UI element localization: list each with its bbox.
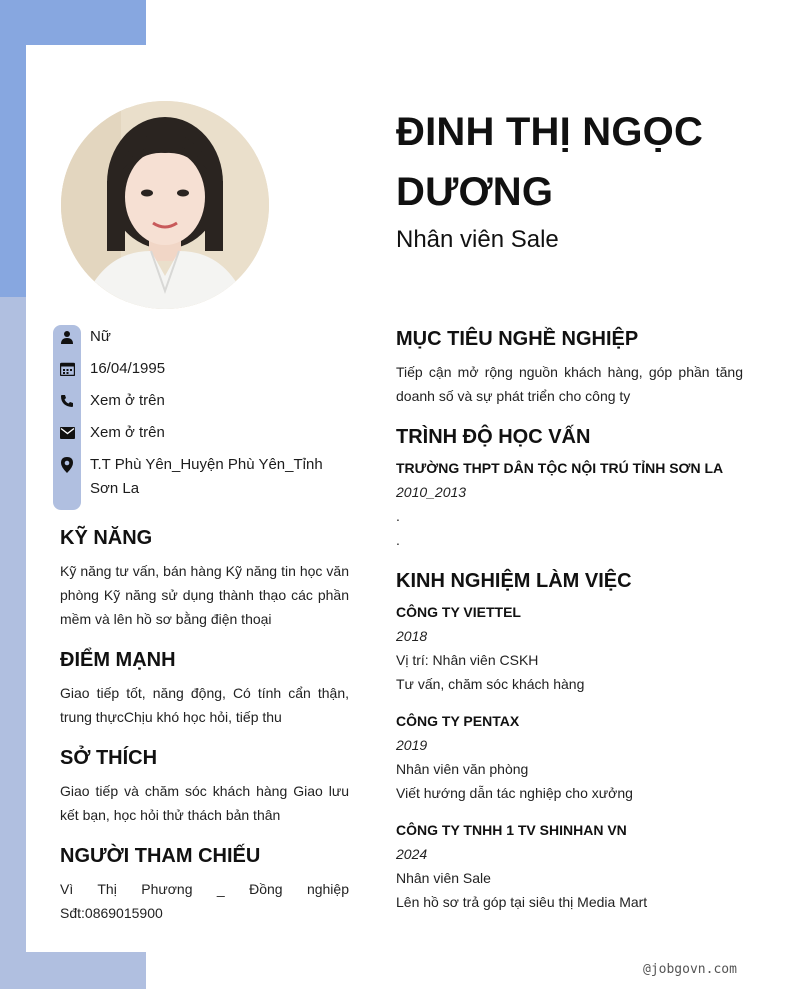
contact-rail [53, 325, 81, 510]
experience-year: 2018 [396, 628, 428, 644]
contact-birthday-text: 16/04/1995 [90, 360, 166, 377]
experience-company: CÔNG TY PENTAX [396, 713, 520, 729]
user-icon [55, 325, 79, 349]
references-heading: NGƯỜI THAM CHIẾU [60, 845, 261, 867]
contact-address-text: T.T Phù Yên_Huyện Phù Yên_Tỉnh Sơn La [90, 456, 323, 497]
phone-icon [55, 389, 79, 413]
experience-heading: KINH NGHIỆM LÀM VIỆC [396, 570, 632, 592]
education-heading: TRÌNH ĐỘ HỌC VẤN [396, 426, 591, 448]
objective-heading: MỤC TIÊU NGHỀ NGHIỆP [396, 328, 639, 350]
experience-year: 2024 [396, 846, 428, 862]
hobbies-text: Giao tiếp và chăm sóc khách hàng Giao lưu kết bạn, học hỏi thử thách bản thân [60, 783, 349, 823]
contact-gender-text: Nữ [90, 328, 111, 345]
experience-detail-1: Vị trí: Nhân viên CSKH [396, 652, 539, 668]
experience-detail-2: Viết hướng dẫn tác nghiệp cho xưởng [396, 785, 633, 801]
experience-detail-1: Nhân viên Sale [396, 870, 491, 886]
candidate-name: ĐINH THỊ NGỌC DƯƠNG [396, 110, 704, 214]
education-period: 2010_2013 [396, 484, 467, 500]
calendar-icon [55, 357, 79, 381]
strengths-heading: ĐIỂM MẠNH [60, 649, 176, 671]
education-detail-2: . [396, 532, 400, 548]
contact-email-text: Xem ở trên [90, 424, 165, 441]
references-text: Vì Thị Phương _ Đồng nghiệp Sđt:0869015900 [60, 881, 349, 921]
experience-company: CÔNG TY VIETTEL [396, 604, 521, 620]
hobbies-heading: SỞ THÍCH [60, 747, 158, 769]
contact-phone-text: Xem ở trên [90, 392, 165, 409]
decor-side-strip [0, 297, 26, 989]
footer-watermark[interactable]: @jobgovn.com [643, 962, 737, 977]
experience-company: CÔNG TY TNHH 1 TV SHINHAN VN [396, 822, 627, 838]
experience-detail-1: Nhân viên văn phòng [396, 761, 529, 777]
candidate-position: Nhân viên Sale [396, 226, 559, 253]
profile-photo [61, 101, 269, 309]
objective-text: Tiếp cận mở rộng nguồn khách hàng, góp phần tăng doanh số và sự phát triển cho công ty [396, 364, 743, 404]
location-pin-icon [55, 453, 79, 477]
mail-icon [55, 421, 79, 445]
decor-bottom-block [0, 952, 146, 989]
experience-year: 2019 [396, 737, 428, 753]
experience-detail-2: Lên hồ sơ trả góp tại siêu thị Media Mart [396, 894, 648, 910]
experience-detail-2: Tư vấn, chăm sóc khách hàng [396, 676, 585, 692]
education-detail-1: . [396, 508, 400, 524]
skills-heading: KỸ NĂNG [60, 527, 153, 549]
education-school: TRƯỜNG THPT DÂN TỘC NỘI TRÚ TỈNH SƠN LA [396, 460, 724, 476]
strengths-text: Giao tiếp tốt, năng động, Có tính cẩn thận, trung thựcChịu khó học hỏi, tiếp thu [60, 685, 349, 725]
skills-text: Kỹ năng tư vấn, bán hàng Kỹ năng tin học văn phòng Kỹ năng sử dụng thành thạo các phần mềm và lên hồ sơ bằng điện thoại [60, 563, 349, 627]
